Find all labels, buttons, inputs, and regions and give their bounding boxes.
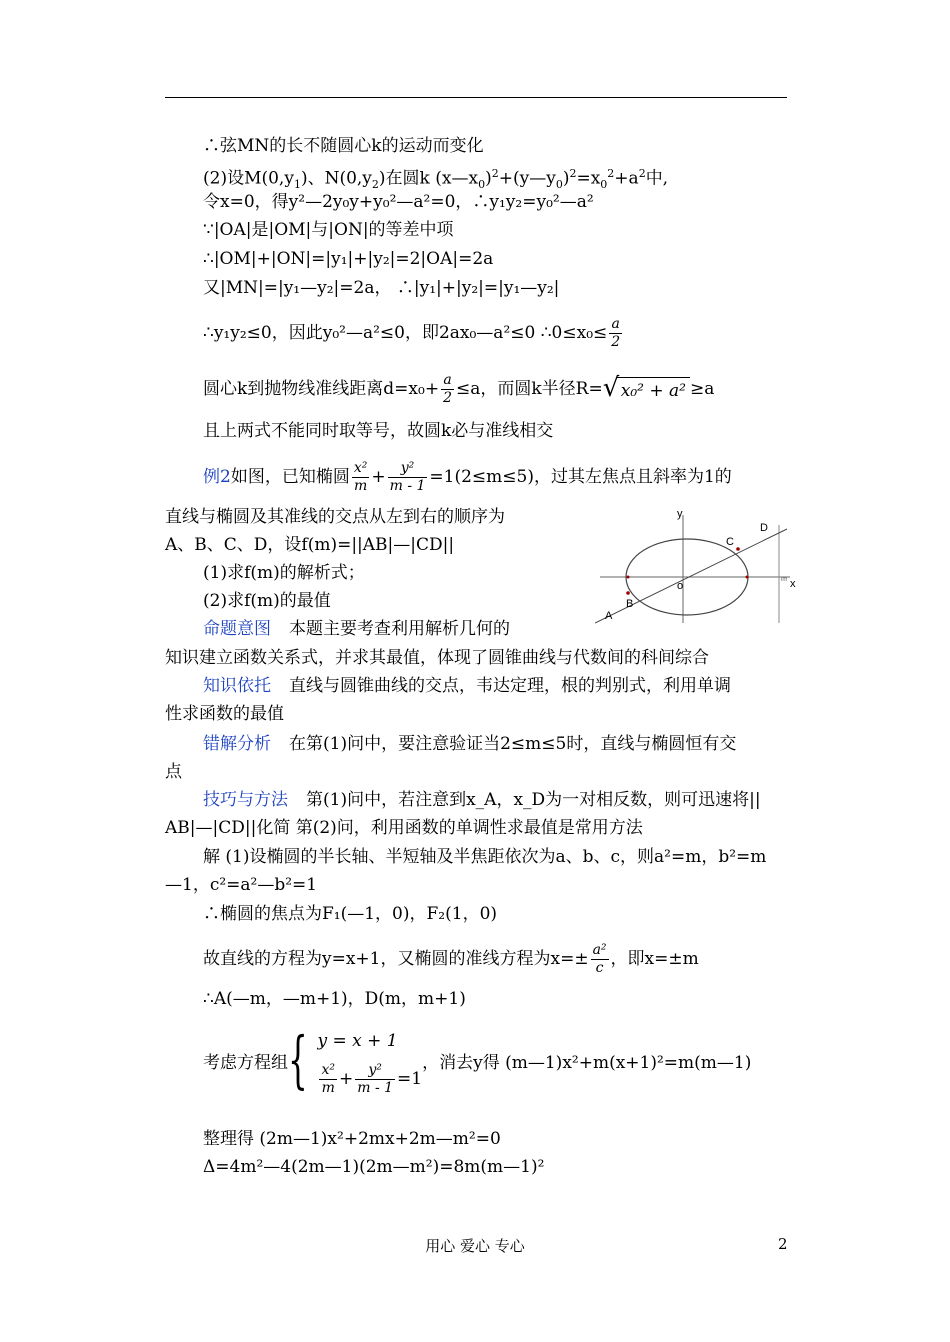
label-y: y (677, 508, 683, 520)
line-12: A、B、C、D，设f(m)=||AB|—|CD|| (165, 535, 455, 555)
line-1: ∴弦MN的长不随圆心k的运动而变化 (203, 136, 484, 156)
label-a: A (605, 610, 613, 622)
line-14: (2)求f(m)的最值 (203, 591, 331, 611)
line-30: Δ=4m²—4(2m—1)(2m—m²)=8m(m—1)² (203, 1157, 545, 1177)
line-9: 且上两式不能同时取等号，故圆k必与准线相交 (203, 421, 554, 441)
equation-system: y = x + 1 $\frac{\text{x²}}{m}$ + $\frac{\text{y²}}{m - 1}$ =1 (317, 1031, 423, 1096)
line-23: 解 (1)设椭圆的半长轴、半短轴及半焦距依次为a、b、c，则a²=m，b²=m (203, 847, 767, 867)
line-27: ∴A(—m，—m+1)，D(m，m+1) (203, 989, 466, 1009)
line-25: ∴椭圆的焦点为F₁(—1，0)，F₂(1，0) (203, 904, 498, 924)
skill-line: 技巧与方法 第(1)问中，若注意到x_A，x_D为一对相反数，则可迅速将|| (203, 790, 761, 810)
fraction-a-over-2: $\frac{a}{2}$ (611, 316, 621, 350)
basis-label: 知识依托 (203, 676, 271, 696)
intent-line: 命题意图 本题主要考查利用解析几何的 (203, 619, 510, 639)
system-brace: { (288, 1023, 308, 1096)
basis-line: 知识依托 直线与圆锥曲线的交点，韦达定理，根的判别式，利用单调 (203, 676, 731, 696)
line-28: 考虑方程组{ y = x + 1 $\frac{\text{x²}}{m}$ + $\frac{\text{y²}}{m - 1}$ =1 ，消去y得 (m—1)x²+m(x+1)²=m(m—1) (203, 1023, 752, 1096)
point-right-vertex (746, 576, 749, 579)
label-d: D (760, 522, 768, 534)
line-13: (1)求f(m)的解析式； (203, 563, 365, 583)
line-18: 性求函数的最值 (165, 704, 284, 724)
ellipse-figure (595, 505, 805, 625)
line-20: 点 (165, 762, 182, 782)
line-26: 故直线的方程为y=x+1，又椭圆的准线方程为x=± $\frac{\text{a²}}{c}$ ，即x=±m (203, 942, 699, 976)
fraction-y2-over-m1: $\frac{\text{y²}}{m - 1}$ (389, 460, 426, 494)
footer-motto: 用心 爱心 专心 (425, 1237, 525, 1255)
sqrt-radius: √ x₀² + a² (603, 377, 690, 402)
fraction-x2-over-m: $\frac{\text{x²}}{m}$ (353, 460, 368, 494)
line-16: 知识建立函数关系式，并求其最值，体现了圆锥曲线与代数间的科间综合 (165, 648, 709, 668)
line-29: 整理得 (2m—1)x²+2mx+2m—m²=0 (203, 1129, 501, 1149)
fraction-a2-over-c: $\frac{\text{a²}}{c}$ (592, 942, 607, 976)
skill-label: 技巧与方法 (203, 790, 288, 810)
label-x: x (790, 578, 796, 590)
header-rule (165, 97, 787, 98)
intent-label: 命题意图 (203, 619, 271, 639)
point-c (736, 547, 740, 551)
example-2-line: 例2如图，已知椭圆 $\frac{\text{x²}}{m}$ + $\frac{\text{y²}}{m - 1}$ =1(2≤m≤5)，过其左焦点且斜率为1的 (203, 460, 732, 494)
line-6: 又|MN|=|y₁—y₂|=2a， ∴|y₁|+|y₂|=|y₁—y₂| (203, 278, 560, 298)
line-4: ∵|OA|是|OM|与|ON|的等差中项 (203, 220, 454, 240)
line-11: 直线与椭圆及其准线的交点从左到右的顺序为 (165, 507, 505, 527)
fraction-a-over-2-b: $\frac{a}{2}$ (443, 372, 452, 406)
label-ref: lm (781, 577, 788, 583)
page-number: 2 (778, 1235, 788, 1253)
error-line: 错解分析 在第(1)问中，要注意验证当2≤m≤5时，直线与椭圆恒有交 (203, 734, 737, 754)
label-c: C (726, 536, 734, 548)
line-5: ∴|OM|+|ON|=|y₁|+|y₂|=2|OA|=2a (203, 249, 494, 269)
point-left-focus (627, 576, 630, 579)
line-22: AB|—|CD||化简 第(2)问，利用函数的单调性求最值是常用方法 (165, 818, 643, 838)
line-2: (2)设$M(0,y_1)$、$N(0,y_2)$在圆k $(x—x_0)^2+(y—y_0)^2=x_0^2+a^2$中, (203, 167, 669, 192)
label-b: B (626, 598, 634, 610)
line-8: 圆心k到抛物线准线距离d=x₀+ $\frac{a}{2}$ ≤a，而圆k半径R= √ x₀² + a² ≥a (203, 372, 715, 406)
line-24: —1，c²=a²—b²=1 (165, 875, 318, 895)
example-2-label: 例2 (203, 467, 231, 487)
line-7: ∴y₁y₂≤0，因此y₀²—a²≤0，即2ax₀—a²≤0 ∴0≤x₀≤ $\frac{a}{2}$ (203, 316, 621, 350)
label-o: o (677, 580, 684, 592)
slope-line (595, 529, 787, 623)
point-b (626, 591, 630, 595)
error-label: 错解分析 (203, 734, 271, 754)
line-3: 令x=0，得y²—2y₀y+y₀²—a²=0，∴y₁y₂=y₀²—a² (203, 192, 594, 212)
